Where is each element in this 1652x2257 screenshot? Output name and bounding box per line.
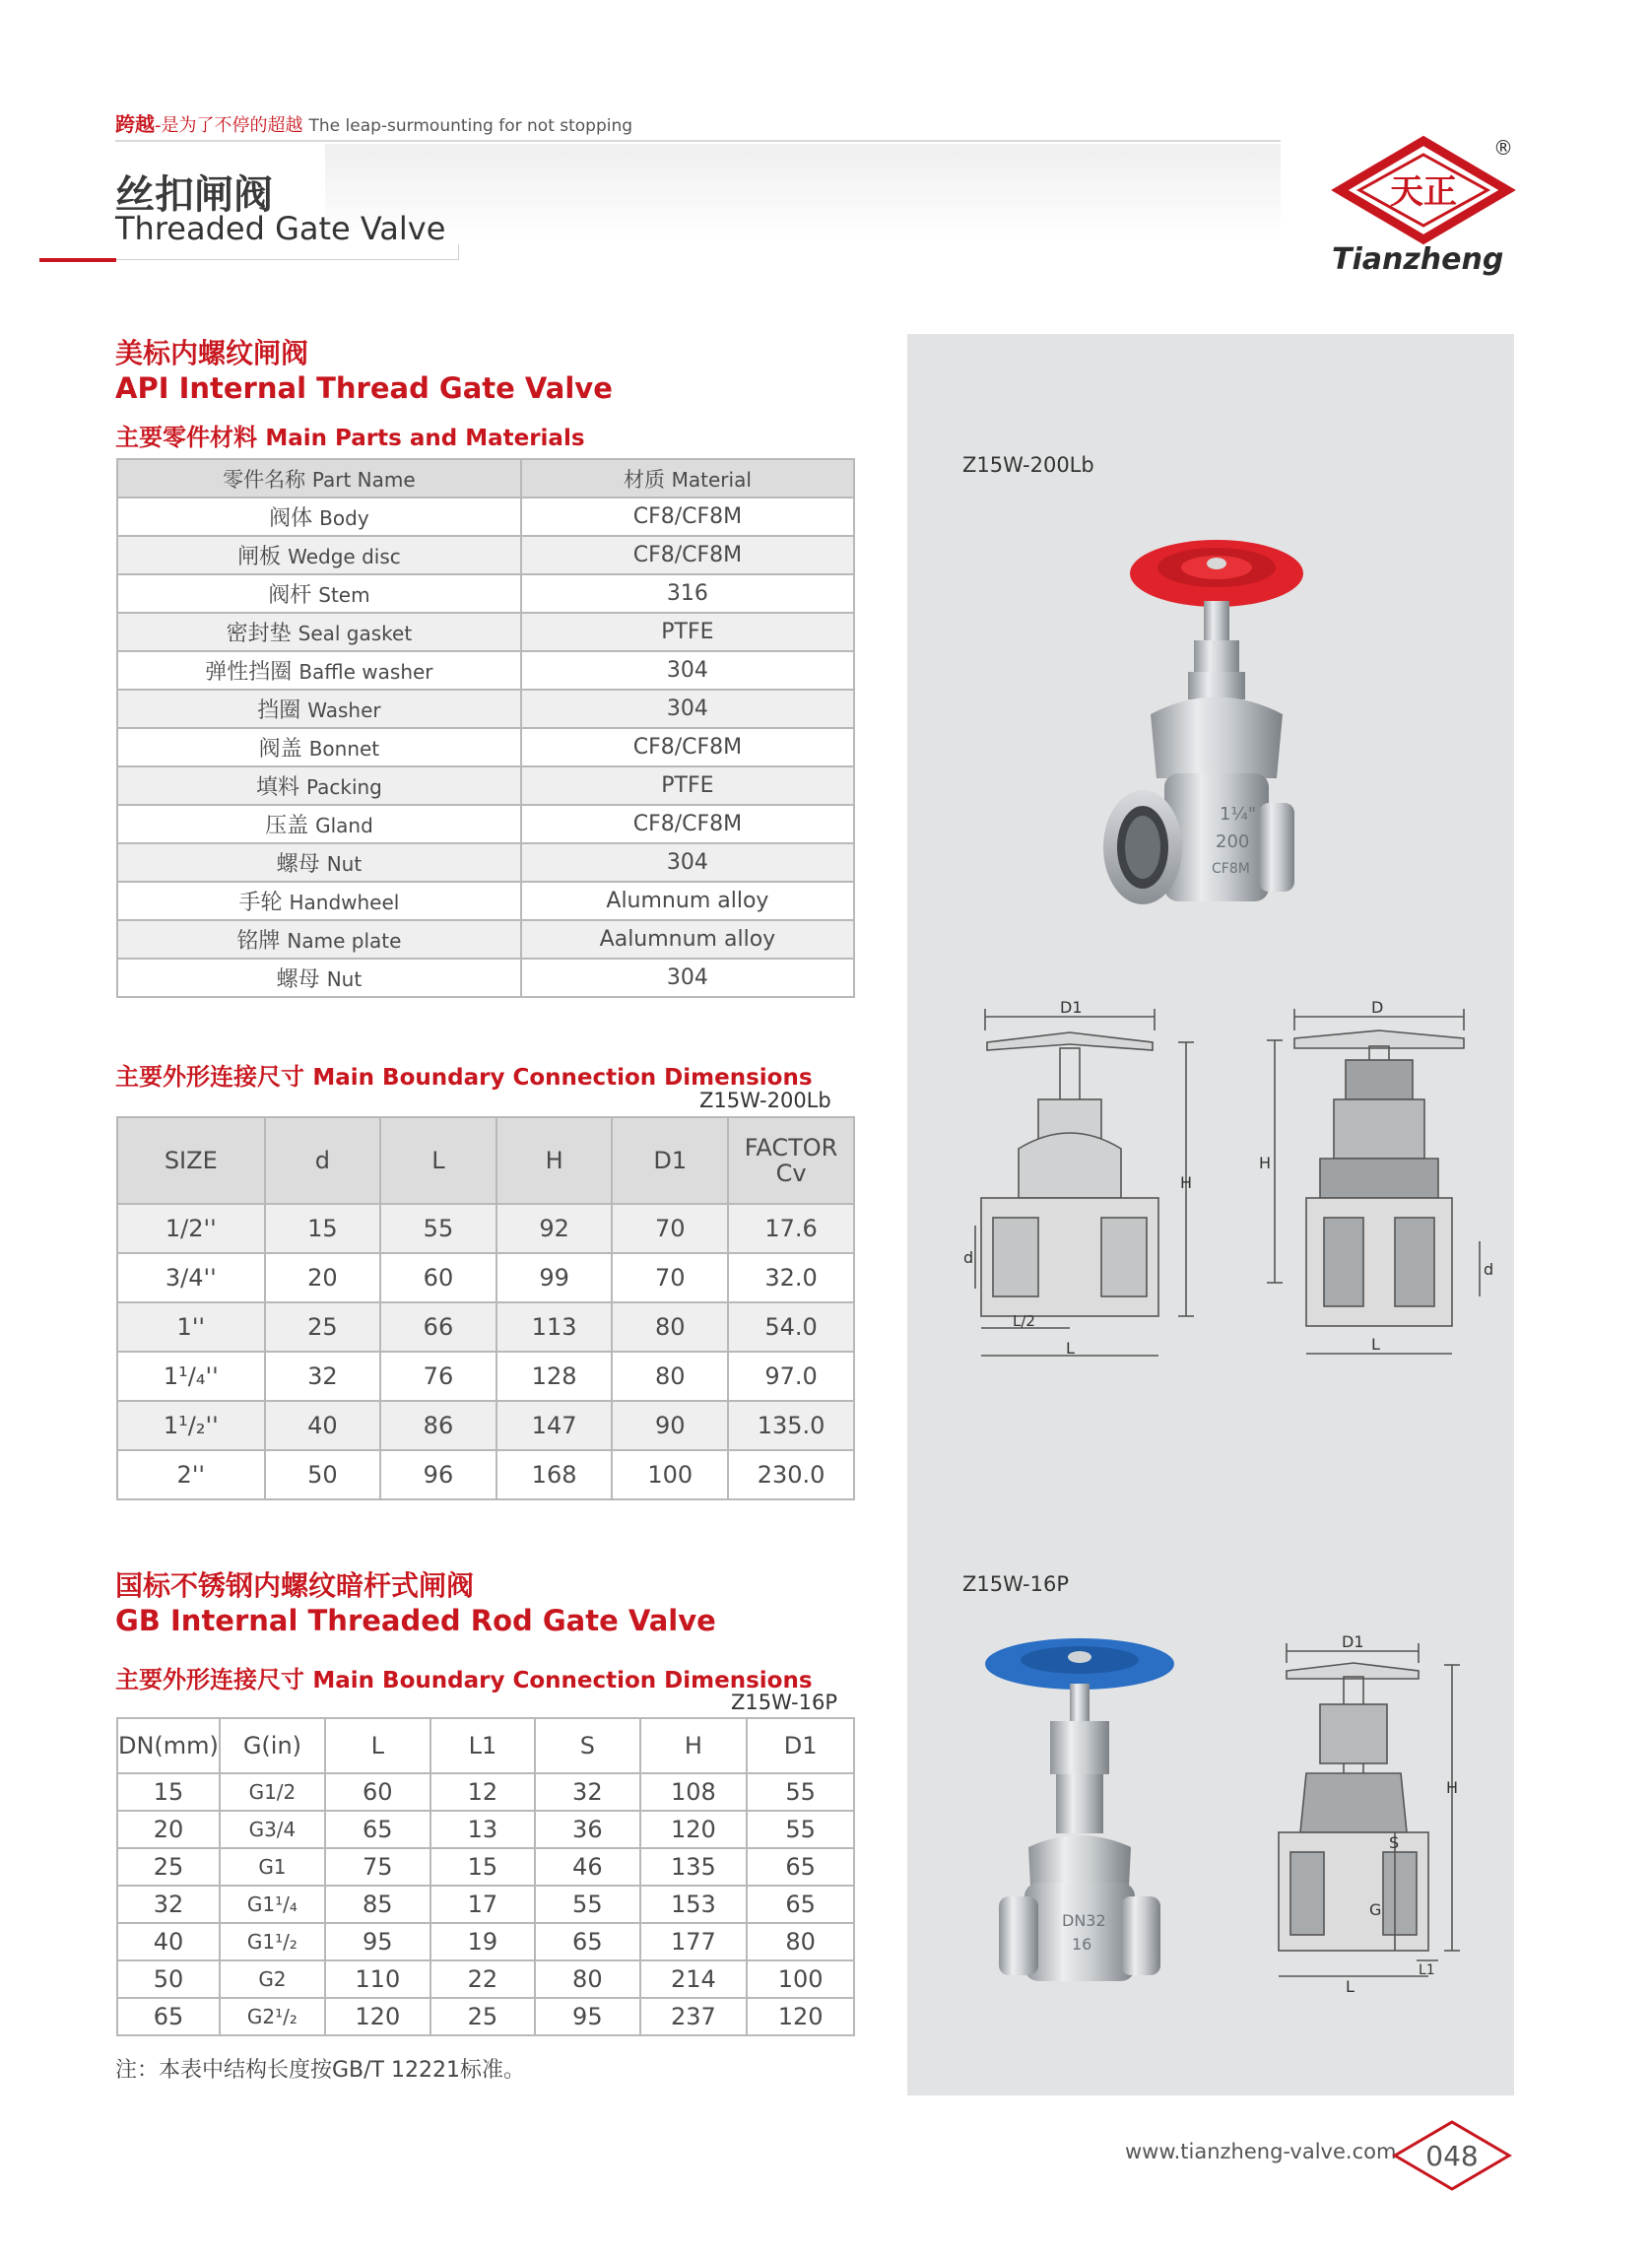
dim-label-d-2: d [1484, 1260, 1494, 1279]
table-cell: 60 [325, 1773, 430, 1811]
dim-label-d: d [963, 1248, 974, 1267]
table-cell: 75 [325, 1848, 430, 1886]
table-row [117, 882, 854, 920]
part-name-cell [117, 574, 521, 613]
table-row [117, 1773, 854, 1811]
table-cell: 113 [496, 1302, 613, 1352]
table-cell: 55 [747, 1811, 854, 1848]
dim-label-l2: L/2 [1013, 1312, 1035, 1330]
part-name-en: Packing [305, 775, 382, 799]
api-dims-header-d1: D1 [612, 1117, 728, 1204]
table-row [117, 574, 854, 613]
part-name-zh: 压盖 [265, 814, 309, 838]
part-name-cell [117, 536, 521, 574]
slogan [115, 108, 632, 137]
table-row [117, 651, 854, 690]
table-row [117, 805, 854, 843]
table-row [117, 1848, 854, 1886]
table-cell: 66 [380, 1302, 496, 1352]
table-cell: 65 [747, 1848, 854, 1886]
table-cell: 25 [430, 1998, 535, 2035]
table-cell: 19 [430, 1923, 535, 1960]
valve-marking-size: 1¼" [1220, 804, 1257, 825]
table-cell: 25 [265, 1302, 381, 1352]
table-row [117, 1811, 854, 1848]
api-dims-header-d: d [265, 1117, 381, 1204]
table-cell: 92 [496, 1204, 613, 1253]
part-name-cell [117, 882, 521, 920]
table-cell: 15 [117, 1773, 220, 1811]
table-cell: 1/2'' [117, 1204, 265, 1253]
api-dims-header-factor [728, 1117, 854, 1204]
table-cell: 20 [265, 1253, 381, 1302]
materials-header-material [521, 459, 854, 498]
material-cell: CF8/CF8M [521, 728, 854, 766]
gb-dims-title-en: Main Boundary Connection Dimensions [312, 1668, 813, 1693]
table-cell: 90 [612, 1401, 728, 1450]
gb-drawing-section [1271, 1632, 1468, 1996]
material-cell: CF8/CF8M [521, 536, 854, 574]
part-name-zh: 螺母 [276, 852, 320, 877]
gb-valve-marking-dn: DN32 [1062, 1911, 1106, 1930]
api-dims-header-size: SIZE [117, 1117, 265, 1204]
table-cell: 120 [747, 1998, 854, 2035]
dim-label-h: H [1180, 1173, 1193, 1192]
table-cell: G2 [220, 1960, 325, 1998]
part-name-cell [117, 728, 521, 766]
table-cell: 60 [380, 1253, 496, 1302]
part-name-cell [117, 498, 521, 536]
table-row [117, 766, 854, 805]
part-name-en: Stem [318, 583, 370, 607]
part-name-cell [117, 843, 521, 882]
table-cell: 65 [117, 1998, 220, 2035]
table-cell: 1¹/₂'' [117, 1401, 265, 1450]
part-name-cell [117, 920, 521, 959]
gb-dims-title [115, 1660, 813, 1694]
api-dims-title-zh: 主要外形连接尺寸 [115, 1063, 304, 1091]
gb-dim-label-g: G [1369, 1900, 1382, 1919]
api-dimensions-table [116, 1116, 855, 1500]
title-underline [116, 259, 459, 260]
table-cell: 3/4'' [117, 1253, 265, 1302]
table-row [117, 920, 854, 959]
table-cell: 20 [117, 1811, 220, 1848]
logo-text: 天正 [1390, 172, 1457, 212]
table-cell: 96 [380, 1450, 496, 1499]
gb-dims-header-row [117, 1718, 854, 1773]
table-cell: 86 [380, 1401, 496, 1450]
table-cell: 55 [747, 1773, 854, 1811]
valve-marking-material: CF8M [1212, 861, 1250, 877]
material-cell: Aalumnum alloy [521, 920, 854, 959]
page-number: 048 [1425, 2140, 1479, 2172]
table-row [117, 498, 854, 536]
table-cell: G1 [220, 1848, 325, 1886]
api-title-en: API Internal Thread Gate Valve [115, 371, 613, 405]
api-dims-title [115, 1057, 813, 1092]
table-cell: 50 [265, 1450, 381, 1499]
part-name-zh: 闸板 [237, 545, 282, 569]
header-material-zh: 材质 [623, 467, 665, 492]
material-cell: CF8/CF8M [521, 498, 854, 536]
part-name-en: Handwheel [289, 891, 400, 914]
table-cell: 85 [325, 1886, 430, 1923]
gb-title-zh: 国标不锈钢内螺纹暗杆式闸阀 [115, 1569, 475, 1602]
table-cell: 100 [747, 1960, 854, 1998]
materials-header-row [117, 459, 854, 498]
part-name-cell [117, 766, 521, 805]
header-part-en: Part Name [311, 467, 416, 492]
gb-dim-label-s: S [1389, 1833, 1400, 1852]
table-cell: 76 [380, 1352, 496, 1401]
table-cell: 120 [640, 1811, 748, 1848]
table-cell: 80 [535, 1960, 639, 1998]
gb-gate-valve-photo [981, 1630, 1178, 1995]
brand-name: Tianzheng [1332, 242, 1504, 277]
table-cell: 36 [535, 1811, 639, 1848]
part-name-cell [117, 690, 521, 728]
api-dims-header-row [117, 1117, 854, 1204]
table-cell: 110 [325, 1960, 430, 1998]
title-accent-line [39, 258, 116, 262]
materials-header-part [117, 459, 521, 498]
table-cell: 15 [265, 1204, 381, 1253]
table-row [117, 1401, 854, 1450]
page-title-en: Threaded Gate Valve [115, 210, 446, 247]
gb-dims-header-s: S [535, 1718, 639, 1773]
table-cell: 55 [535, 1886, 639, 1923]
dim-label-h-2: H [1259, 1154, 1272, 1172]
table-cell: 50 [117, 1960, 220, 1998]
api-title-zh: 美标内螺纹闸阀 [115, 337, 309, 369]
table-cell: G1¹/₂ [220, 1923, 325, 1960]
part-name-en: Washer [307, 698, 381, 722]
part-name-en: Body [319, 506, 369, 530]
header-part-zh: 零件名称 [223, 467, 306, 492]
table-row [117, 690, 854, 728]
table-cell: 214 [640, 1960, 748, 1998]
part-name-en: Nut [326, 967, 363, 991]
table-row [117, 728, 854, 766]
table-cell: 13 [430, 1811, 535, 1848]
table-row [117, 1450, 854, 1499]
part-name-en: Wedge disc [288, 545, 401, 568]
dim-label-l-2: L [1371, 1335, 1380, 1354]
gb-dimensions-table [116, 1717, 855, 2036]
table-row [117, 1998, 854, 2035]
gb-title-en: GB Internal Threaded Rod Gate Valve [115, 1604, 716, 1637]
part-name-zh: 弹性挡圈 [205, 660, 293, 685]
table-row [117, 536, 854, 574]
gb-dims-header-l1: L1 [430, 1718, 535, 1773]
table-cell: 54.0 [728, 1302, 854, 1352]
table-cell: 80 [612, 1302, 728, 1352]
gb-dim-label-l1: L1 [1419, 1962, 1435, 1978]
table-cell: 147 [496, 1401, 613, 1450]
gb-dim-label-h: H [1446, 1778, 1459, 1797]
material-cell: 304 [521, 651, 854, 690]
table-cell: 153 [640, 1886, 748, 1923]
header-factor: FACTOR [744, 1134, 838, 1162]
api-gate-valve-photo [1093, 522, 1300, 936]
materials-title-zh: 主要零件材料 [115, 424, 257, 451]
table-row [117, 613, 854, 651]
table-cell: 108 [640, 1773, 748, 1811]
table-row [117, 959, 854, 997]
table-cell: G1¹/₄ [220, 1886, 325, 1923]
part-name-en: Name plate [287, 929, 402, 953]
part-name-en: Bonnet [308, 737, 380, 761]
table-cell: 135 [640, 1848, 748, 1886]
gb-dims-header-d1: D1 [747, 1718, 854, 1773]
part-name-en: Nut [326, 852, 363, 876]
table-row [117, 1204, 854, 1253]
table-cell: 70 [612, 1204, 728, 1253]
table-cell: 1'' [117, 1302, 265, 1352]
part-name-en: Baffle washer [298, 660, 433, 684]
api-table-model: Z15W-200Lb [699, 1089, 831, 1112]
gb-dims-header-dn: DN(mm) [117, 1718, 220, 1773]
table-row [117, 1923, 854, 1960]
website-url[interactable]: www.tianzheng-valve.com [1125, 2140, 1397, 2163]
part-name-zh: 手轮 [238, 891, 283, 915]
table-row [117, 1960, 854, 1998]
api-dims-title-en: Main Boundary Connection Dimensions [312, 1065, 813, 1091]
api-dims-header-h: H [496, 1117, 613, 1204]
header-band [325, 144, 1281, 242]
panel-model-gb: Z15W-16P [962, 1572, 1069, 1596]
materials-table [116, 458, 855, 998]
table-cell: 25 [117, 1848, 220, 1886]
dim-label-l: L [1066, 1339, 1075, 1358]
table-cell: 95 [535, 1998, 639, 2035]
material-cell: 304 [521, 959, 854, 997]
part-name-zh: 填料 [255, 775, 299, 800]
table-cell: 80 [612, 1352, 728, 1401]
table-cell: 135.0 [728, 1401, 854, 1450]
header-divider [115, 140, 1281, 142]
dim-label-d-top: D [1371, 998, 1384, 1017]
table-cell: G3/4 [220, 1811, 325, 1848]
title-underline-tick [458, 244, 459, 260]
part-name-zh: 挡圈 [257, 698, 301, 723]
part-name-cell [117, 959, 521, 997]
table-cell: 32 [535, 1773, 639, 1811]
table-cell: 46 [535, 1848, 639, 1886]
table-cell: G1/2 [220, 1773, 325, 1811]
table-cell: 70 [612, 1253, 728, 1302]
gb-dim-label-d1: D1 [1342, 1632, 1364, 1651]
table-row [117, 1253, 854, 1302]
table-cell: 40 [265, 1401, 381, 1450]
table-cell: 55 [380, 1204, 496, 1253]
part-name-en: Seal gasket [297, 622, 413, 645]
part-name-cell [117, 613, 521, 651]
material-cell: PTFE [521, 766, 854, 805]
valve-marking-pressure: 200 [1216, 831, 1250, 852]
api-dims-header-l: L [380, 1117, 496, 1204]
table-cell: 65 [747, 1886, 854, 1923]
table-cell: 1¹/₄'' [117, 1352, 265, 1401]
table-cell: G2¹/₂ [220, 1998, 325, 2035]
table-cell: 80 [747, 1923, 854, 1960]
header-cv: Cv [775, 1160, 807, 1187]
slogan-zh-bold: 跨越 [115, 112, 155, 136]
table-cell: 65 [325, 1811, 430, 1848]
table-cell: 230.0 [728, 1450, 854, 1499]
materials-title-en: Main Parts and Materials [265, 426, 585, 451]
gb-dims-header-l: L [325, 1718, 430, 1773]
page-number-badge [1391, 2118, 1513, 2193]
panel-model-api: Z15W-200Lb [962, 453, 1094, 477]
table-cell: 168 [496, 1450, 613, 1499]
material-cell: CF8/CF8M [521, 805, 854, 843]
table-cell: 100 [612, 1450, 728, 1499]
table-cell: 12 [430, 1773, 535, 1811]
material-cell: 304 [521, 843, 854, 882]
table-cell: 99 [496, 1253, 613, 1302]
gb-dim-label-l: L [1346, 1977, 1355, 1996]
table-cell: 32.0 [728, 1253, 854, 1302]
table-row [117, 1886, 854, 1923]
table-cell: 17.6 [728, 1204, 854, 1253]
table-cell: 40 [117, 1923, 220, 1960]
part-name-zh: 阀体 [269, 506, 313, 531]
standard-note: 注：本表中结构长度按GB/T 12221标准。 [115, 2058, 525, 2083]
table-cell: 177 [640, 1923, 748, 1960]
table-cell: 95 [325, 1923, 430, 1960]
part-name-cell [117, 651, 521, 690]
table-cell: 32 [265, 1352, 381, 1401]
part-name-zh: 阀杆 [268, 583, 312, 608]
api-drawing-section [1251, 998, 1497, 1361]
table-row [117, 1302, 854, 1352]
part-name-en: Gland [315, 814, 373, 837]
table-cell: 32 [117, 1886, 220, 1923]
part-name-zh: 阀盖 [258, 737, 302, 762]
api-drawing-front [963, 998, 1202, 1361]
table-cell: 15 [430, 1848, 535, 1886]
part-name-zh: 密封垫 [226, 622, 292, 646]
materials-title [115, 418, 585, 452]
table-cell: 237 [640, 1998, 748, 2035]
slogan-zh: -是为了不停的超越 [155, 115, 303, 136]
header-material-en: Material [671, 467, 752, 492]
material-cell: 316 [521, 574, 854, 613]
table-cell: 65 [535, 1923, 639, 1960]
table-cell: 128 [496, 1352, 613, 1401]
part-name-cell [117, 805, 521, 843]
gb-valve-marking-pn: 16 [1072, 1935, 1092, 1954]
table-cell: 97.0 [728, 1352, 854, 1401]
gb-dims-header-g: G(in) [220, 1718, 325, 1773]
material-cell: Alumnum alloy [521, 882, 854, 920]
registered-mark: ® [1493, 136, 1513, 160]
table-cell: 22 [430, 1960, 535, 1998]
part-name-zh: 铭牌 [236, 929, 281, 954]
material-cell: 304 [521, 690, 854, 728]
part-name-zh: 螺母 [276, 967, 320, 992]
gb-dims-title-zh: 主要外形连接尺寸 [115, 1666, 304, 1693]
slogan-en: The leap-surmounting for not stopping [308, 116, 633, 136]
page-title-zh: 丝扣闸阀 [115, 172, 273, 218]
gb-table-model: Z15W-16P [731, 1691, 837, 1714]
table-cell: 120 [325, 1998, 430, 2035]
table-cell: 17 [430, 1886, 535, 1923]
table-row [117, 1352, 854, 1401]
material-cell: PTFE [521, 613, 854, 651]
table-cell: 2'' [117, 1450, 265, 1499]
table-row [117, 843, 854, 882]
dim-label-d1: D1 [1060, 998, 1083, 1017]
gb-dims-header-h: H [640, 1718, 748, 1773]
